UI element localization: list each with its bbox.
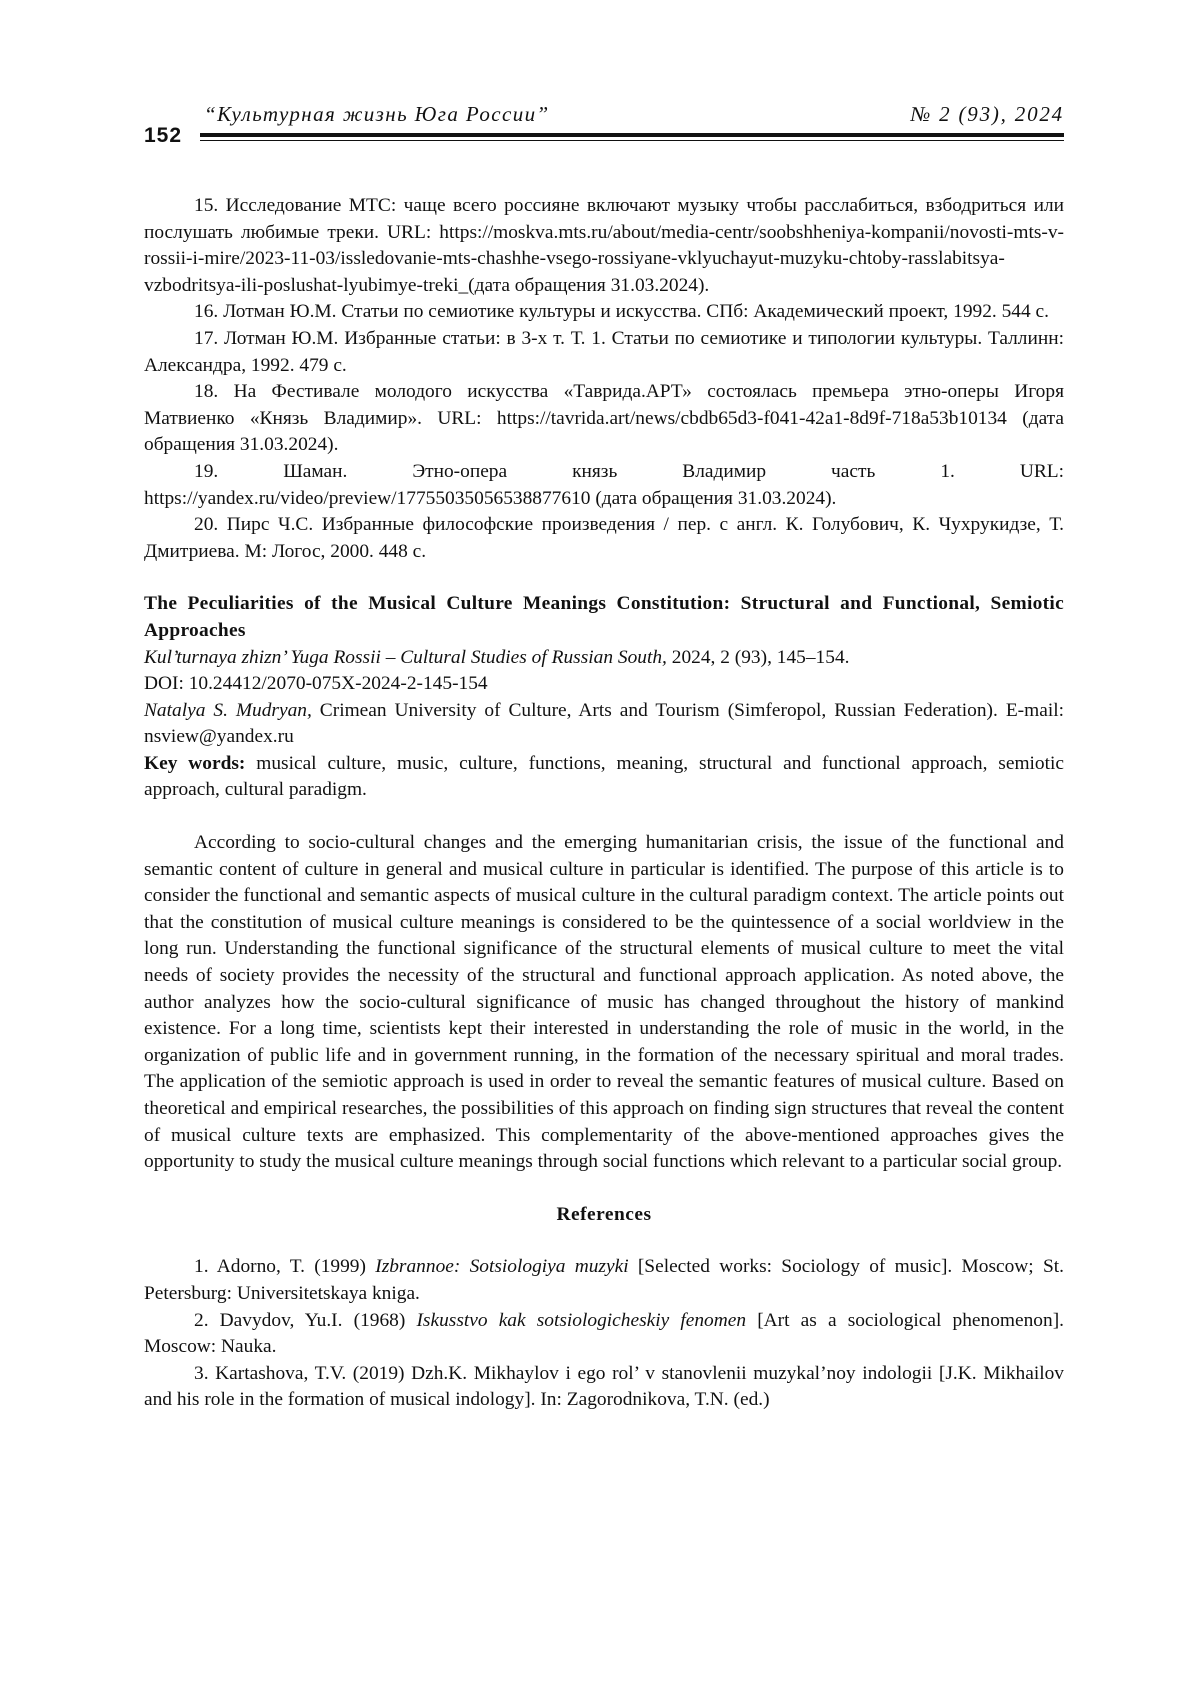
reference-item-20: 20. Пирс Ч.С. Избранные философские произведения / пер. с англ. К. Голубович, К. Чухрукидзе, Т. Дмитриева. М: Логос, 2000. 448 с. bbox=[144, 514, 1064, 562]
reference-item-19: 19. Шаман. Этно-опера князь Владимир часть 1. URL: https://yandex.ru/video/preview/17755035056538877610 (дата обращения 31.03.2024). bbox=[144, 460, 1064, 509]
en-reference-author: 1. Adorno, T. (1999) bbox=[194, 1256, 376, 1278]
article-title-english: The Peculiarities of the Musical Culture Meanings Constitution: Structural and Functional, Semiotic Approaches bbox=[144, 593, 1064, 641]
running-header bbox=[144, 96, 1064, 156]
header-rule-thick bbox=[200, 133, 1064, 137]
header-rule-thin bbox=[200, 140, 1064, 141]
keywords-line bbox=[144, 751, 1064, 804]
reference-item-17: 17. Лотман Ю.М. Избранные статьи: в 3-х т. Т. 1. Статьи по семиотике и типологии культуры. Таллинн: Александра, 1992. 479 с. bbox=[144, 327, 1064, 376]
references-heading: References bbox=[556, 1203, 652, 1225]
page-number: 152 bbox=[144, 124, 183, 147]
abstract-paragraph: According to socio-cultural changes and the emerging humanitarian crisis, the issue of the functional and semantic content of culture in general and musical culture in particular is identified. The purpose of this article is to consider the functional and semantic aspects of musical culture in the cultural paradigm context. The article points out that the constitution of musical culture meanings is considered to be the quintessence of a social worldview in the long run. Understanding the functional significance of the structural elements of musical culture to meet the vital needs of society provides the necessity of the structural and functional approach application. As noted above, the author analyzes how the socio-cultural significance of music has changed throughout the history of mankind existence. For a long time, scientists kept their interested in understanding the role of music in the world, in the organization of public life and in government running, in the formation of the necessary spiritual and moral trades. The application of the semiotic approach is used in order to reveal the semantic features of musical culture. Based on theoretical and empirical researches, the possibilities of this approach on finding sign structures that reveal the content of musical culture texts are emphasized. This complementarity of the above-mentioned approaches gives the opportunity to study the musical culture meanings through social functions which relevant to a particular social group. bbox=[144, 832, 1064, 1173]
doi-line: DOI: 10.24412/2070-075X-2024-2-145-154 bbox=[144, 673, 488, 695]
issue-number: № 2 (93), 2024 bbox=[910, 102, 1064, 126]
reference-item-15: 15. Исследование МТС: чаще всего россияне включают музыку чтобы расслабиться, взбодриться или послушать любимые треки. URL: https://moskva.mts.ru/about/media-centr/soobshheniya-kompanii/novosti-mts-v-rossii-i-mire/2023-11-03/issledovanie-mts-chashhe-vsego-rossiyane-vklyuchayut-muzyku-chtoby-rasslabitsya-vzbodritsya-ili-poslushat-lyubimye-treki_(дата обращения 31.03.2024). bbox=[144, 195, 1064, 296]
en-reference-details: [Art as a sociological phenomenon]. Moscow: Nauka. bbox=[144, 1309, 1064, 1358]
en-reference-author: 2. Davydov, Yu.I. (1968) bbox=[194, 1309, 417, 1331]
en-reference-title: Izbrannoe: Sotsiologiya muzyki bbox=[375, 1256, 629, 1278]
en-reference-item-2 bbox=[144, 1308, 1064, 1361]
author-affiliation: Crimean University of Culture, Arts and Tourism (Simferopol, Russian Federation). E-mail: nsview@yandex.ru bbox=[144, 699, 1064, 748]
keywords-label: Key words: bbox=[144, 752, 246, 774]
author-line bbox=[144, 698, 1064, 751]
en-reference-item-1 bbox=[144, 1254, 1064, 1307]
en-reference-item-3 bbox=[144, 1361, 1064, 1414]
citation-details: 2024, 2 (93), 145–154. bbox=[666, 646, 850, 668]
reference-item-16: 16. Лотман Ю.М. Статьи по семиотике культуры и искусства. СПб: Академический проект, 1992. 544 с. bbox=[194, 301, 1049, 323]
page-content bbox=[144, 193, 1064, 1414]
reference-item-18: 18. На Фестивале молодого искусства «Таврида.АРТ» состоялась премьера этно-оперы Игоря Матвиенко «Князь Владимир». URL: https://tavrida.art/news/cbdb65d3-f041-42a1-8d9f-718a53b10134 (дата обращения 31.03.2024). bbox=[144, 381, 1064, 456]
citation-line bbox=[144, 645, 1064, 672]
en-reference-title: Iskusstvo kak sotsiologicheskiy fenomen bbox=[416, 1309, 747, 1331]
keywords-text: musical culture, music, culture, functions, meaning, structural and functional approach, semiotic approach, cultural paradigm. bbox=[144, 752, 1065, 801]
english-reference-list bbox=[144, 1254, 1064, 1414]
journal-name-italic: Kul’turnaya zhizn’ Yuga Rossii – Cultural Studies of Russian South, bbox=[144, 646, 667, 668]
journal-title: “Культурная жизнь Юга России” bbox=[204, 102, 550, 126]
en-reference-details: [Selected works: Sociology of music]. Moscow; St. Petersburg: Universitetskaya kniga. bbox=[144, 1256, 1064, 1304]
en-reference-author: 3. Kartashova, T.V. (2019) Dzh.K. Mikhaylov i ego rol’ v stanovlenii muzykal’noy indologii [J.K. Mikhailov and his role in the formation of musical indology]. In: Zagorodnikova, T.N. (ed.) bbox=[144, 1362, 1064, 1411]
english-metadata bbox=[144, 591, 1064, 804]
author-name: Natalya S. Mudryan, bbox=[144, 699, 312, 721]
russian-reference-list bbox=[144, 193, 1064, 565]
